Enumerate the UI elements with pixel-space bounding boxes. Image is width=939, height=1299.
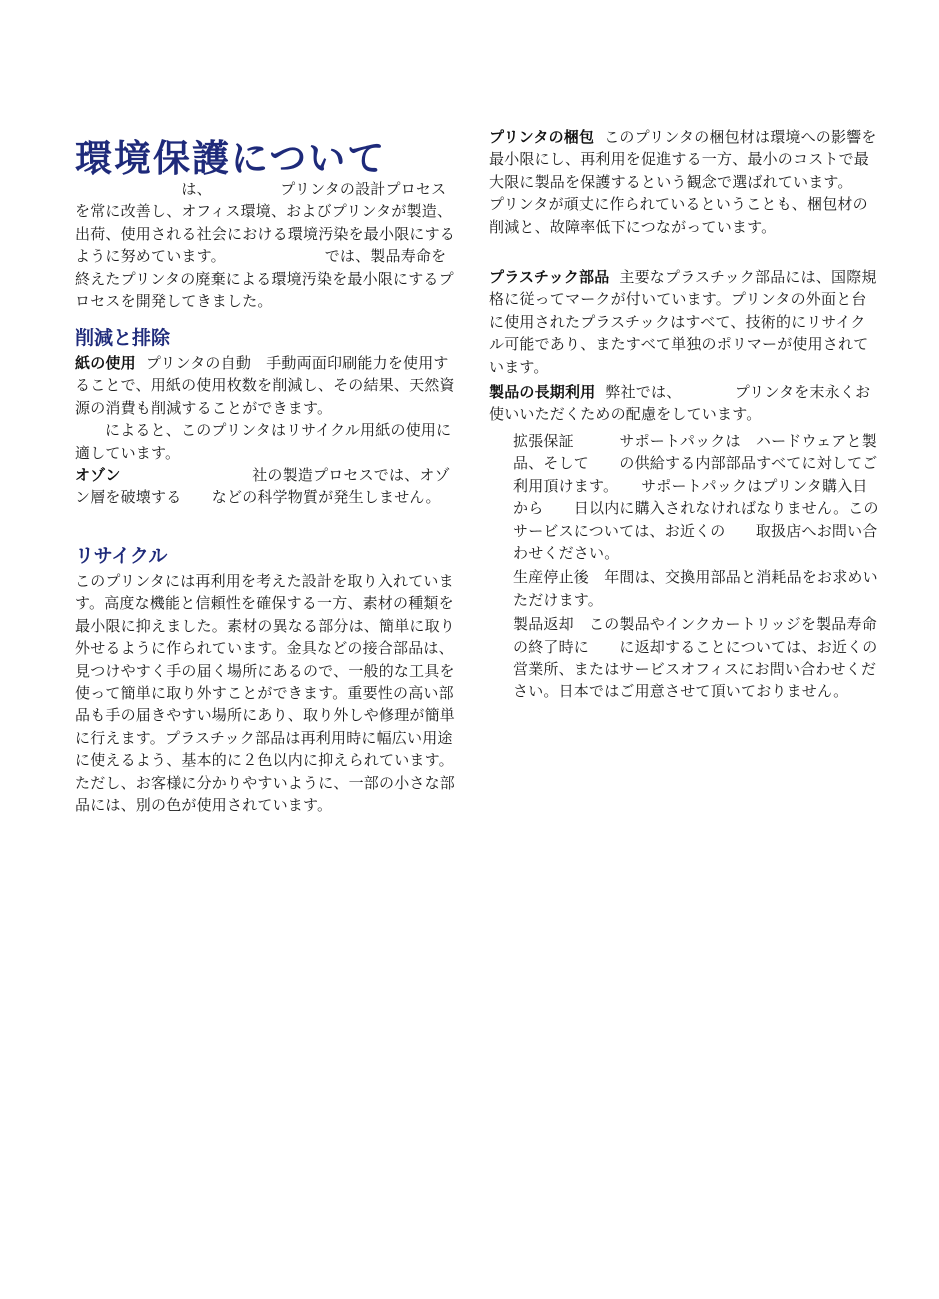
paper-paragraph bbox=[75, 352, 460, 419]
intro-section bbox=[75, 178, 460, 312]
packaging-lead: プリンタの梱包 bbox=[489, 128, 595, 146]
paper-text-2: によると、このプリンタはリサイクル用紙の使用に適しています。 bbox=[75, 421, 452, 462]
packaging-paragraph bbox=[489, 126, 922, 238]
longterm-section bbox=[489, 381, 879, 426]
plastic-lead: プラスチック部品 bbox=[489, 268, 610, 286]
reduce-section bbox=[75, 326, 460, 464]
longterm-paragraph bbox=[489, 381, 879, 426]
recycle-section bbox=[75, 544, 460, 816]
packaging-text: このプリンタの梱包材は環境への影響を最小限にし、再利用を促進する一方、最小のコストで最大限に製品を保護するという観念で選ばれています。 プリンタが頑丈に作られているということも、梱包材の削減と、故障率低下につながっています。 bbox=[489, 128, 922, 236]
list-item: 生産停止後 年間は、交換用部品と消耗品をお求めいただけます。 bbox=[513, 568, 878, 609]
intro-text: は、 プリンタの設計プロセスを常に改善し、オフィス環境、およびプリンタが製造、出荷、使用される社会における環境汚染を最小限にするように努めています。 では、製品寿命を終えたプリンタの廃棄による環境汚染を最小限にするプロセスを開発してきました。 bbox=[75, 180, 456, 311]
longterm-lead: 製品の長期利用 bbox=[489, 383, 596, 401]
plastic-paragraph bbox=[489, 266, 879, 378]
paper-lead: 紙の使用 bbox=[75, 354, 136, 372]
page-title: 環境保護について bbox=[75, 137, 387, 180]
recycle-heading: リサイクル bbox=[75, 545, 168, 567]
reduce-heading: 削減と排除 bbox=[75, 327, 171, 349]
ozone-paragraph bbox=[75, 464, 460, 509]
ozone-section bbox=[75, 464, 460, 509]
paper-text: プリンタの自動 手動両面印刷能力を使用することで、用紙の使用枚数を削減し、その結果、天然資源の消費も削減することができます。 bbox=[75, 354, 455, 417]
recycle-text: このプリンタには再利用を考えた設計を取り入れています。高度な機能と信頼性を確保する一方、素材の種類を最小限に抑えました。素材の異なる部分は、簡単に取り外せるように作られています。金具などの接合部品は、見つけやすく手の届く場所にあるので、一般的な工具を使って簡単に取り外すことができます。重要性の高い部品も手の届きやすい場所にあり、取り外しや修理が簡単に行えます。プラスチック部品は再利用時に幅広い用途に使えるよう、基本的に２色以内に抑えられています。ただし、お客様に分かりやすいように、一部の小さな部品には、別の色が使用されています。 bbox=[75, 572, 456, 815]
ozone-text: 社の製造プロセスでは、オゾン層を破壊する などの科学物質が発生しません。 bbox=[75, 466, 450, 507]
plastic-section bbox=[489, 266, 879, 378]
packaging-section bbox=[489, 126, 922, 238]
longterm-text: 弊社では、 プリンタを末永くお使いいただくための配慮をしています。 bbox=[489, 383, 871, 424]
list-item: 製品返却 この製品やインクカートリッジを製品寿命の終了時に に返却することについては、お近くの 営業所、またはサービスオフィスにお問い合わせください。日本ではご用意させて頂いておりません。 bbox=[513, 615, 908, 701]
ozone-lead: オゾン bbox=[75, 466, 121, 484]
list-item: 拡張保証 サポートパックは ハードウェアと製品、そして の供給する内部部品すべてに対してご利用頂けます。 サポートパックはプリンタ購入日から 日以内に購入されなければなりません。このサービスについては、お近くの 取扱店へお問い合わせください。 bbox=[513, 432, 879, 563]
longterm-list bbox=[513, 430, 908, 705]
plastic-text: 主要なプラスチック部品には、国際規格に従ってマークが付いています。プリンタの外面と台に使用されたプラスチックはすべて、技術的にリサイクル可能であり、またすべて単独のポリマーが使用されています。 bbox=[489, 268, 877, 376]
